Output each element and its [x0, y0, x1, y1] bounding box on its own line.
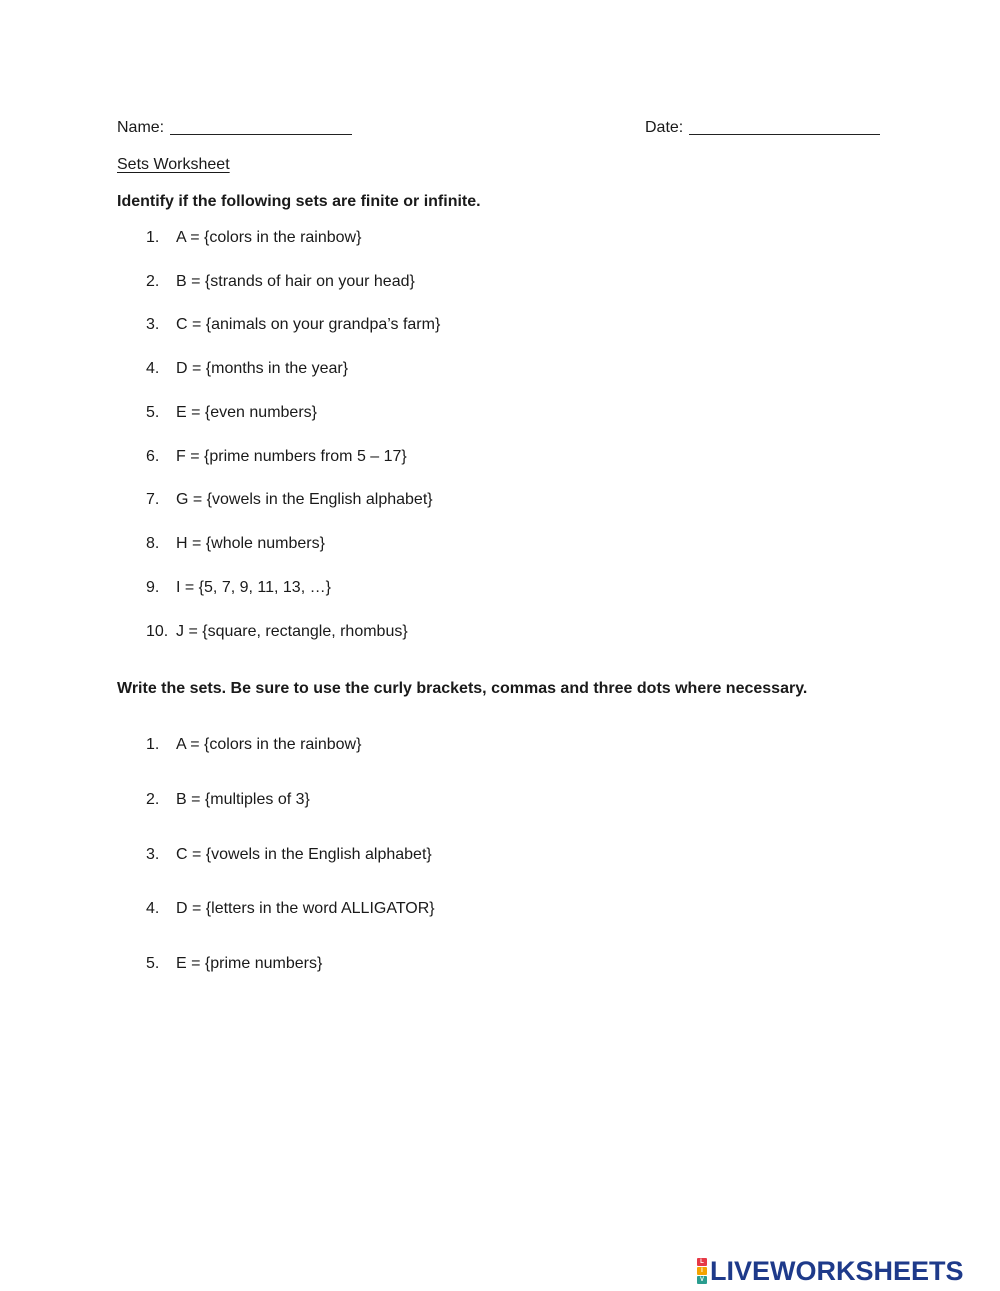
- item-text: I = {5, 7, 9, 11, 13, …}: [176, 579, 331, 596]
- item-number: 3.: [146, 316, 160, 333]
- item-text: F = {prime numbers from 5 – 17}: [176, 448, 407, 465]
- name-blank[interactable]: [170, 134, 352, 135]
- date-label: Date:: [645, 119, 684, 136]
- item-text: C = {vowels in the English alphabet}: [176, 846, 432, 863]
- item-number: 5.: [146, 404, 160, 421]
- item-number: 3.: [146, 846, 160, 863]
- section2-item: [146, 790, 310, 810]
- section1-item: [146, 490, 433, 510]
- section1-item: [146, 315, 440, 335]
- section2-item: [146, 899, 435, 919]
- section1-item: [146, 228, 361, 248]
- liveworksheets-logo: [697, 1256, 964, 1286]
- logo-block-v: V: [697, 1276, 707, 1284]
- item-text: D = {letters in the word ALLIGATOR}: [176, 900, 435, 917]
- name-label: Name:: [117, 119, 165, 136]
- section1-item: [146, 272, 415, 292]
- section1-item: [146, 403, 317, 423]
- section1-item: [146, 359, 348, 379]
- date-blank[interactable]: [689, 134, 880, 135]
- logo-blocks-icon: [697, 1258, 707, 1284]
- section2-item: [146, 954, 322, 974]
- item-number: 1.: [146, 229, 160, 246]
- item-text: A = {colors in the rainbow}: [176, 229, 362, 246]
- section1-item: [146, 447, 407, 467]
- item-number: 8.: [146, 535, 160, 552]
- section2-item: [146, 735, 361, 755]
- section1-item: [146, 578, 331, 598]
- section1-heading: Identify if the following sets are finite or infinite.: [117, 193, 481, 210]
- item-text: B = {multiples of 3}: [176, 791, 310, 808]
- section1-item: [146, 622, 408, 642]
- item-number: 6.: [146, 448, 160, 465]
- item-number: 4.: [146, 360, 160, 377]
- logo-block-i: I: [697, 1267, 707, 1275]
- item-text: G = {vowels in the English alphabet}: [176, 491, 433, 508]
- item-text: B = {strands of hair on your head}: [176, 273, 415, 290]
- logo-text: LIVEWORKSHEETS: [710, 1256, 964, 1286]
- item-text: E = {even numbers}: [176, 404, 317, 421]
- item-number: 9.: [146, 579, 160, 596]
- section2-item: [146, 845, 432, 865]
- item-text: E = {prime numbers}: [176, 955, 323, 972]
- section2-heading: Write the sets. Be sure to use the curly brackets, commas and three dots where necessary.: [117, 680, 808, 697]
- item-text: A = {colors in the rainbow}: [176, 736, 362, 753]
- item-number: 4.: [146, 900, 160, 917]
- item-text: C = {animals on your grandpa’s farm}: [176, 316, 441, 333]
- item-number: 10.: [146, 623, 169, 640]
- section1-item: [146, 534, 325, 554]
- item-number: 1.: [146, 736, 160, 753]
- item-number: 5.: [146, 955, 160, 972]
- item-number: 7.: [146, 491, 160, 508]
- logo-block-l: L: [697, 1258, 707, 1266]
- item-text: D = {months in the year}: [176, 360, 349, 377]
- worksheet-title: Sets Worksheet: [117, 156, 230, 173]
- item-text: H = {whole numbers}: [176, 535, 325, 552]
- item-number: 2.: [146, 273, 160, 290]
- item-text: J = {square, rectangle, rhombus}: [176, 623, 408, 640]
- item-number: 2.: [146, 791, 160, 808]
